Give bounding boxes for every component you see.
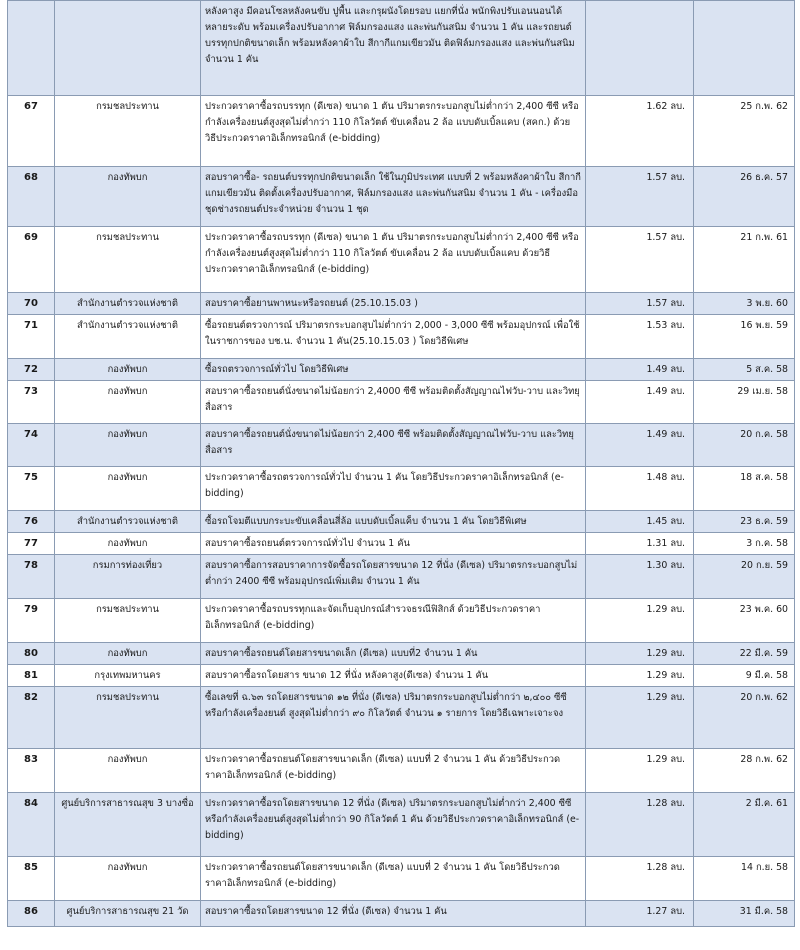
agency-name: สำนักงานตำรวจแห่งชาติ [55,293,201,315]
agency-name: กองทัพบก [55,167,201,227]
announce-date: 14 ก.ย. 58 [694,857,795,901]
table-row [8,665,795,687]
agency-name: กรมชลประทาน [55,599,201,643]
budget-amount: 1.53 ลบ. [586,315,694,359]
table-row [8,96,795,167]
agency-name: กองทัพบก [55,424,201,467]
row-number: 86 [8,901,55,927]
budget-amount: 1.48 ลบ. [586,467,694,511]
row-number: 73 [8,381,55,424]
budget-amount: 1.28 ลบ. [586,793,694,857]
row-number: 78 [8,555,55,599]
agency-name: กองทัพบก [55,533,201,555]
item-description: หลังคาสูง มีคอนโซลหลังคนขับ ปูพื้น และกรุผนังโดยรอบ แยกที่นั่ง พนักพิงปรับเอนนอนได้หลายระดับ พร้อมเครื่องปรับอากาศ ฟิล์มกรองแสง และพ่นกันสนิม จำนวน 1 คัน และรถยนต์บรรทุกปกติขนาดเล็ก พร้อมหลังคาผ้าใบ สีกากีแกมเขียวมัน ติดฟิล์มกรองแสง และพ่นกันสนิม จำนวน 1 คัน [201,1,586,96]
budget-amount: 1.28 ลบ. [586,857,694,901]
announce-date: 16 พ.ย. 59 [694,315,795,359]
row-number [8,1,55,96]
agency-name: กรมการท่องเที่ยว [55,555,201,599]
row-number: 82 [8,687,55,749]
item-description: สอบราคาซื้อรถยนต์ตรวจการณ์ทั่วไป จำนวน 1 คัน [201,533,586,555]
item-description: ซื้อรถโจมตีแบบกระบะขับเคลื่อนสี่ล้อ แบบดับเบิ้ลแค็บ จำนวน 1 คัน โดยวิธีพิเศษ [201,511,586,533]
announce-date: 21 ก.พ. 61 [694,227,795,293]
agency-name: สำนักงานตำรวจแห่งชาติ [55,315,201,359]
row-number: 84 [8,793,55,857]
row-number: 81 [8,665,55,687]
table-row [8,555,795,599]
announce-date: 5 ส.ค. 58 [694,359,795,381]
row-number: 69 [8,227,55,293]
agency-name: ศูนย์บริการสาธารณสุข 3 บางซื่อ [55,793,201,857]
row-number: 68 [8,167,55,227]
agency-name: กองทัพบก [55,857,201,901]
item-description: สอบราคาซื้อยานพาหนะหรือรถยนต์ (25.10.15.03 ) [201,293,586,315]
budget-amount: 1.29 ลบ. [586,749,694,793]
budget-amount: 1.45 ลบ. [586,511,694,533]
announce-date: 28 ก.พ. 62 [694,749,795,793]
table-row [8,643,795,665]
agency-name: กองทัพบก [55,643,201,665]
procurement-table [7,0,795,927]
table-row [8,1,795,96]
budget-amount: 1.29 ลบ. [586,687,694,749]
table-row [8,424,795,467]
agency-name: กรุงเทพมหานคร [55,665,201,687]
procurement-table-page [7,0,794,927]
table-row [8,857,795,901]
budget-amount: 1.49 ลบ. [586,381,694,424]
table-row [8,381,795,424]
announce-date: 29 เม.ย. 58 [694,381,795,424]
table-row [8,533,795,555]
agency-name: กรมชลประทาน [55,227,201,293]
item-description: ซื้อรถตรวจการณ์ทั่วไป โดยวิธีพิเศษ [201,359,586,381]
budget-amount: 1.29 ลบ. [586,665,694,687]
agency-name: ศูนย์บริการสาธารณสุข 21 วัด [55,901,201,927]
row-number: 77 [8,533,55,555]
announce-date: 18 ส.ค. 58 [694,467,795,511]
table-row [8,901,795,927]
row-number: 85 [8,857,55,901]
agency-name: กรมชลประทาน [55,687,201,749]
item-description: สอบราคาซื้อรถยนต์นั่งขนาดไม่น้อยกว่า 2,4000 ซีซี พร้อมติดตั้งสัญญาณไฟวับ-วาบ และวิทยุสื่อสาร [201,381,586,424]
row-number: 79 [8,599,55,643]
item-description: ประกวดราคาซื้อรถยนต์โดยสารขนาดเล็ก (ดีเซล) แบบที่ 2 จำนวน 1 คัน โดยวิธีประกวดราคาอิเล็กทรอนิกส์ (e-bidding) [201,857,586,901]
item-description: สอบราคาซื้อรถโดยสาร ขนาด 12 ที่นั่ง หลังคาสูง(ดีเซล) จำนวน 1 คัน [201,665,586,687]
row-number: 80 [8,643,55,665]
item-description: ประกวดราคาซื้อรถบรรทุกและจัดเก็บอุปกรณ์สำรวจธรณีฟิสิกส์ ด้วยวิธีประกวดราคาอิเล็กทรอนิกส์ (e-bidding) [201,599,586,643]
announce-date [694,1,795,96]
item-description: ประกวดราคาซื้อรถบรรทุก (ดีเซล) ขนาด 1 ตัน ปริมาตรกระบอกสูบไม่ต่ำกว่า 2,400 ซีซี หรือกำลังเครื่องยนต์สูงสุดไม่ต่ำกว่า 110 กิโลวัตต์ ขับเคลื่อน 2 ล้อ แบบดับเบิ้ลแคบ (สคก.) ด้วยวิธีประกวดราคาอิเล็กทรอนิกส์ (e-bidding) [201,96,586,167]
table-row [8,167,795,227]
announce-date: 31 มี.ค. 58 [694,901,795,927]
row-number: 71 [8,315,55,359]
budget-amount: 1.57 ลบ. [586,227,694,293]
announce-date: 20 ก.พ. 62 [694,687,795,749]
table-row [8,315,795,359]
row-number: 83 [8,749,55,793]
budget-amount: 1.29 ลบ. [586,599,694,643]
agency-name: กองทัพบก [55,749,201,793]
row-number: 67 [8,96,55,167]
item-description: ประกวดราคาซื้อรถบรรทุก (ดีเซล) ขนาด 1 ตัน ปริมาตรกระบอกสูบไม่ต่ำกว่า 2,400 ซีซี หรือกำลังเครื่องยนต์สูงสุดไม่ต่ำกว่า 110 กิโลวัตต์ ขับเคลื่อน 2 ล้อ แบบดับเบิ้ลแคบ ด้วยวิธีประกวดราคาอิเล็กทรอนิกส์ (e-bidding) [201,227,586,293]
agency-name: กองทัพบก [55,359,201,381]
budget-amount: 1.57 ลบ. [586,293,694,315]
table-row [8,687,795,749]
item-description: สอบราคาซื้อรถโดยสารขนาด 12 ที่นั่ง (ดีเซล) จำนวน 1 คัน [201,901,586,927]
item-description: ซื้อรถยนต์ตรวจการณ์ ปริมาตรกระบอกสูบไม่ต่ำกว่า 2,000 - 3,000 ซีซี พร้อมอุปกรณ์ เพื่อใช้ในราชการของ บช.น. จำนวน 1 คัน(25.10.15.03 ) โดยวิธีพิเศษ [201,315,586,359]
announce-date: 26 ธ.ค. 57 [694,167,795,227]
announce-date: 3 ก.ค. 58 [694,533,795,555]
agency-name: กองทัพบก [55,467,201,511]
item-description: สอบราคาซื้อรถยนต์โดยสารขนาดเล็ก (ดีเซล) แบบที่2 จำนวน 1 คัน [201,643,586,665]
budget-amount: 1.62 ลบ. [586,96,694,167]
table-row [8,749,795,793]
announce-date: 2 มี.ค. 61 [694,793,795,857]
agency-name [55,1,201,96]
announce-date: 3 พ.ย. 60 [694,293,795,315]
announce-date: 23 ธ.ค. 59 [694,511,795,533]
announce-date: 25 ก.พ. 62 [694,96,795,167]
announce-date: 22 มี.ค. 59 [694,643,795,665]
row-number: 70 [8,293,55,315]
row-number: 76 [8,511,55,533]
row-number: 74 [8,424,55,467]
row-number: 75 [8,467,55,511]
agency-name: กรมชลประทาน [55,96,201,167]
item-description: สอบราคาซื้อ- รถยนต์บรรทุกปกติขนาดเล็ก ใช้ในภูมิประเทศ แบบที่ 2 พร้อมหลังคาผ้าใบ สีกากีแกมเขียวมัน ติดตั้งเครื่องปรับอากาศ, ฟิล์มกรองแสง และพ่นกันสนิม จำนวน 1 คัน - เครื่องมือชุดช่างรถยนต์ประจำหน่วย จำนวน 1 ชุด [201,167,586,227]
budget-amount: 1.31 ลบ. [586,533,694,555]
budget-amount: 1.30 ลบ. [586,555,694,599]
table-row [8,293,795,315]
item-description: สอบราคาซื้อรถยนต์นั่งขนาดไม่น้อยกว่า 2,400 ซีซี พร้อมติดตั้งสัญญาณไฟวับ-วาบ และวิทยุสื่อสาร [201,424,586,467]
budget-amount: 1.29 ลบ. [586,643,694,665]
budget-amount: 1.49 ลบ. [586,359,694,381]
table-row [8,599,795,643]
announce-date: 9 มี.ค. 58 [694,665,795,687]
item-description: สอบราคาซื้อการสอบราคาการจัดซื้อรถโดยสารขนาด 12 ที่นั่ง (ดีเซล) ปริมาตรกระบอกสูบไม่ต่ำกว่า 2400 ซีซี พร้อมอุปกรณ์เพิ่มเติม จำนวน 1 คัน [201,555,586,599]
budget-amount: 1.57 ลบ. [586,167,694,227]
table-row [8,511,795,533]
row-number: 72 [8,359,55,381]
agency-name: กองทัพบก [55,381,201,424]
budget-amount [586,1,694,96]
table-row [8,467,795,511]
table-row [8,793,795,857]
budget-amount: 1.49 ลบ. [586,424,694,467]
agency-name: สำนักงานตำรวจแห่งชาติ [55,511,201,533]
table-body [8,1,795,927]
table-row [8,227,795,293]
announce-date: 20 ก.ย. 59 [694,555,795,599]
item-description: ประกวดราคาซื้อรถยนต์โดยสารขนาดเล็ก (ดีเซล) แบบที่ 2 จำนวน 1 คัน ด้วยวิธีประกวดราคาอิเล็กทรอนิกส์ (e-bidding) [201,749,586,793]
table-row [8,359,795,381]
announce-date: 23 พ.ค. 60 [694,599,795,643]
item-description: ประกวดราคาซื้อรถโดยสารขนาด 12 ที่นั่ง (ดีเซล) ปริมาตรกระบอกสูบไม่ต่ำกว่า 2,400 ซีซี หรือกำลังเครื่องยนต์สูงสุดไม่ต่ำกว่า 90 กิโลวัตต์ 1 คัน ด้วยวิธีประกวดราคาอิเล็กทรอนิกส์ (e-bidding) [201,793,586,857]
announce-date: 20 ก.ค. 58 [694,424,795,467]
item-description: ซื้อเลขที่ ฉ.๖๓ รถโดยสารขนาด ๑๒ ที่นั่ง (ดีเซล) ปริมาตรกระบอกสูบไม่ต่ำกว่า ๒,๔๐๐ ซีซี หรือกำลังเครื่องยนต์ สูงสุดไม่ต่ำกว่า ๙๐ กิโลวัตต์ จำนวน ๑ รายการ โดยวิธีเฉพาะเจาะจง [201,687,586,749]
budget-amount: 1.27 ลบ. [586,901,694,927]
item-description: ประกวดราคาซื้อรถตรวจการณ์ทั่วไป จำนวน 1 คัน โดยวิธีประกวดราคาอิเล็กทรอนิกส์ (e-bidding) [201,467,586,511]
